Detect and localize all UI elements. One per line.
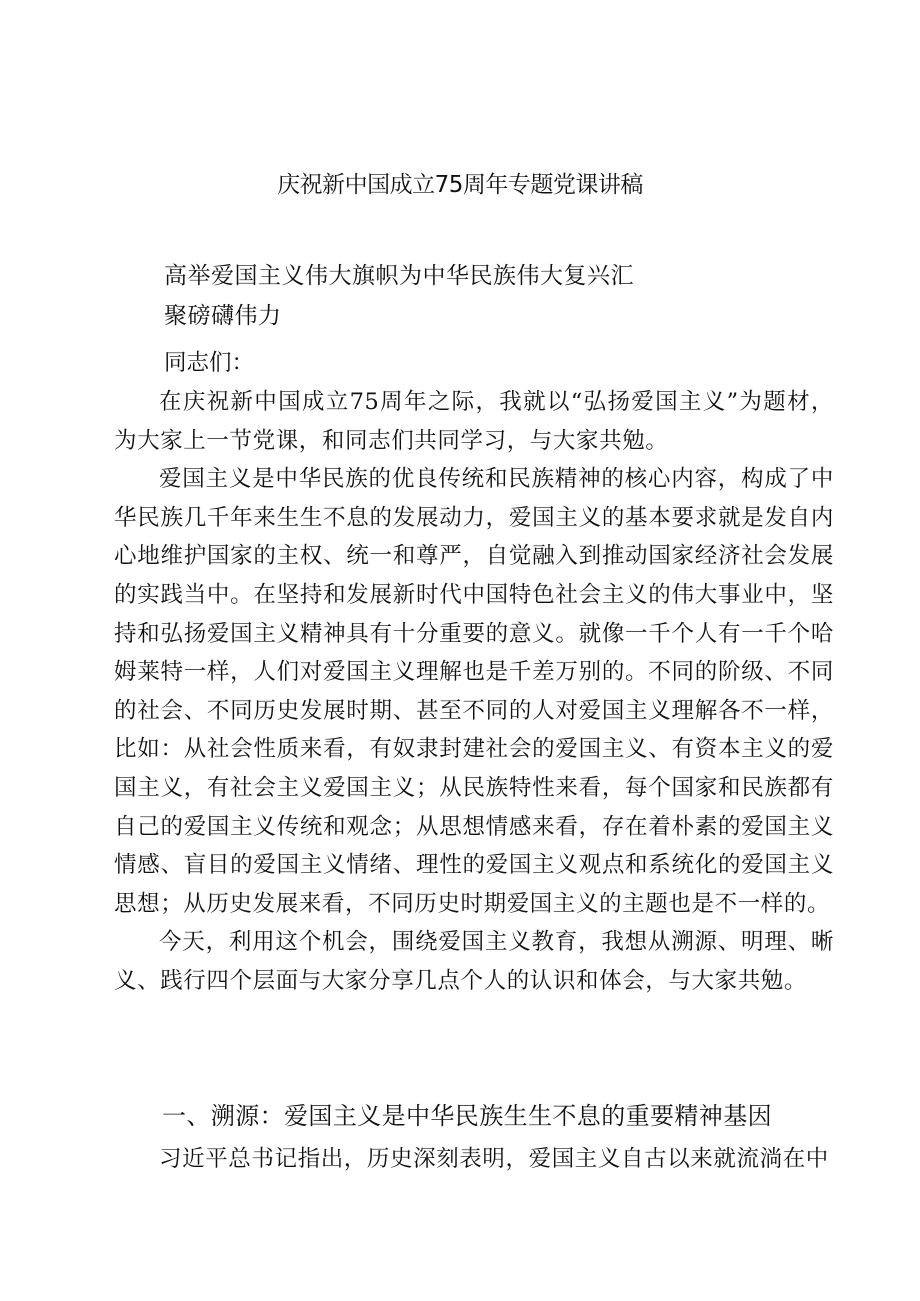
greeting: 同志们：: [164, 350, 255, 376]
paragraph-outline: 今天，利用这个机会，围绕爱国主义教育，我想从溯源、明理、晰义、践行四个层面与大家分享几点个人的认识和体会，与大家共勉。: [114, 929, 834, 994]
section-paragraph: 习近平总书记指出，历史深刻表明，爱国主义自古以来就流淌在中: [159, 1146, 829, 1172]
document-title: 庆祝新中国成立75周年专题党课讲稿: [277, 172, 643, 198]
intro-body: [114, 383, 834, 1001]
paragraph-patriotism: 爱国主义是中华民族的优良传统和民族精神的核心内容，构成了中华民族几千年来生生不息的发展动力，爱国主义的基本要求就是发自内心地维护国家的主权、统一和尊严，自觉融入到推动国家经济社会发展的实践当中。在坚持和发展新时代中国特色社会主义的伟大事业中，坚持和弘扬爱国主义精神具有十分重要的意义。就像一千个人有一千个哈姆莱特一样，人们对爱国主义理解也是千差万别的。不同的阶级、不同的社会、不同历史发展时期、甚至不同的人对爱国主义理解各不一样，比如：从社会性质来看，有奴隶封建社会的爱国主义、有资本主义的爱国主义，有社会主义爱国主义；从民族特性来看，每个国家和民族都有自己的爱国主义传统和观念；从思想情感来看，存在着朴素的爱国主义情感、盲目的爱国主义情绪、理性的爱国主义观点和系统化的爱国主义思想；从历史发展来看，不同历史时期爱国主义的主题也是不一样的。: [114, 466, 834, 917]
paragraph-intro: 在庆祝新中国成立75周年之际，我就以“弘扬爱国主义”为题材，为大家上一节党课，和同志们共同学习，与大家共勉。: [114, 389, 834, 454]
section-body: [114, 1140, 834, 1179]
document-subtitle: 高举爱国主义伟大旗帜为中华民族伟大复兴汇聚磅礴伟力: [164, 263, 634, 329]
section-heading: 一、溯源：爱国主义是中华民族生生不息的重要精神基因: [162, 1102, 772, 1130]
